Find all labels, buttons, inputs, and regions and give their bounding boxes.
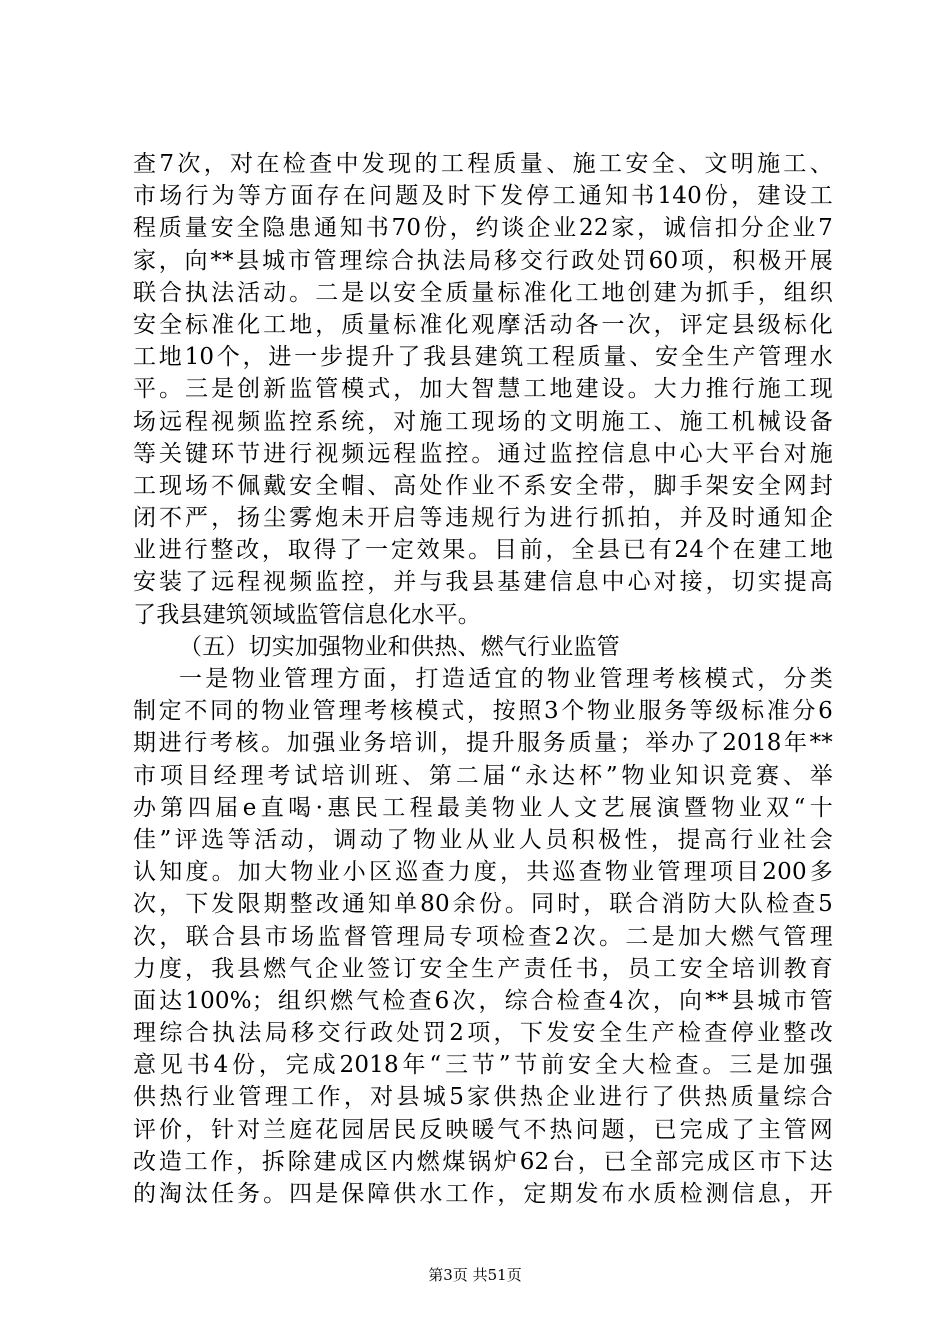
text-line: 期进行考核。加强业务培训，提升服务质量；举办了2018年** [133, 730, 833, 757]
text-line: 供热行业管理工作，对县城5家供热企业进行了供热质量综合 [133, 1084, 833, 1111]
text-line: 查7次，对在检查中发现的工程质量、施工安全、文明施工、 [133, 151, 833, 177]
text-line: 制定不同的物业管理考核模式，按照3个物业服务等级标准分6 [133, 698, 833, 725]
text-line: 办第四届e直喝·惠民工程最美物业人文艺展演暨物业双“十 [133, 794, 833, 821]
text-line: 场远程视频监控系统，对施工现场的文明施工、施工机械设备 [133, 408, 833, 435]
text-line: 一是物业管理方面，打造适宜的物业管理考核模式，分类 [179, 666, 833, 692]
text-line: 面达100%；组织燃气检查6次，综合检查4次，向**县城市管 [133, 987, 833, 1014]
section-heading: （五）切实加强物业和供热、燃气行业监管 [179, 633, 620, 660]
text-line: 安全标准化工地，质量标准化观摩活动各一次，评定县级标化 [133, 311, 833, 338]
text-line: 佳”评选等活动，调动了物业从业人员积极性，提高行业社会 [133, 826, 833, 853]
text-line: 工现场不佩戴安全帽、高处作业不系安全带，脚手架安全网封 [133, 472, 833, 499]
text-line: 力度，我县燃气企业签订安全生产责任书，员工安全培训教育 [133, 955, 833, 982]
text-line: 了我县建筑领域监管信息化水平。 [133, 601, 481, 628]
text-line: 评价，针对兰庭花园居民反映暖气不热问题，已完成了主管网 [133, 1116, 833, 1143]
text-line: 次，联合县市场监督管理局专项检查2次。二是加大燃气管理 [133, 923, 833, 950]
body-text [133, 148, 833, 1210]
text-line: 业进行整改，取得了一定效果。目前，全县已有24个在建工地 [133, 537, 833, 564]
text-line: 等关键环节进行视频远程监控。通过监控信息中心大平台对施 [133, 440, 833, 467]
text-line: 意见书4份，完成2018年“三节”节前安全大检查。三是加强 [133, 1052, 833, 1079]
text-line: 闭不严，扬尘雾炮未开启等违规行为进行抓拍，并及时通知企 [133, 505, 833, 532]
text-line: 次，下发限期整改通知单80余份。同时，联合消防大队检查5 [133, 891, 833, 918]
text-line: 联合执法活动。二是以安全质量标准化工地创建为抓手，组织 [133, 279, 833, 306]
page-number-label: 第3页 共51页 [428, 1266, 522, 1284]
text-line: 的淘汰任务。四是保障供水工作，定期发布水质检测信息，开 [133, 1181, 833, 1207]
text-line: 改造工作，拆除建成区内燃煤锅炉62台，已全部完成区市下达 [133, 1148, 833, 1175]
text-line: 安装了远程视频监控，并与我县基建信息中心对接，切实提高 [133, 569, 833, 596]
text-line: 认知度。加大物业小区巡查力度，共巡查物业管理项目200多 [133, 859, 833, 886]
text-line: 理综合执法局移交行政处罚2项，下发安全生产检查停业整改 [133, 1020, 833, 1047]
text-line: 程质量安全隐患通知书70份，约谈企业22家，诚信扣分企业7 [133, 215, 833, 242]
text-line: 市项目经理考试培训班、第二届“永达杯”物业知识竞赛、举 [133, 762, 833, 789]
text-line: 工地10个，进一步提升了我县建筑工程质量、安全生产管理水 [133, 344, 833, 371]
page-footer [0, 1264, 950, 1285]
text-line: 市场行为等方面存在问题及时下发停工通知书140份，建设工 [133, 183, 833, 210]
text-line: 家，向**县城市管理综合执法局移交行政处罚60项，积极开展 [133, 247, 833, 274]
text-line: 平。三是创新监管模式，加大智慧工地建设。大力推行施工现 [133, 376, 833, 403]
